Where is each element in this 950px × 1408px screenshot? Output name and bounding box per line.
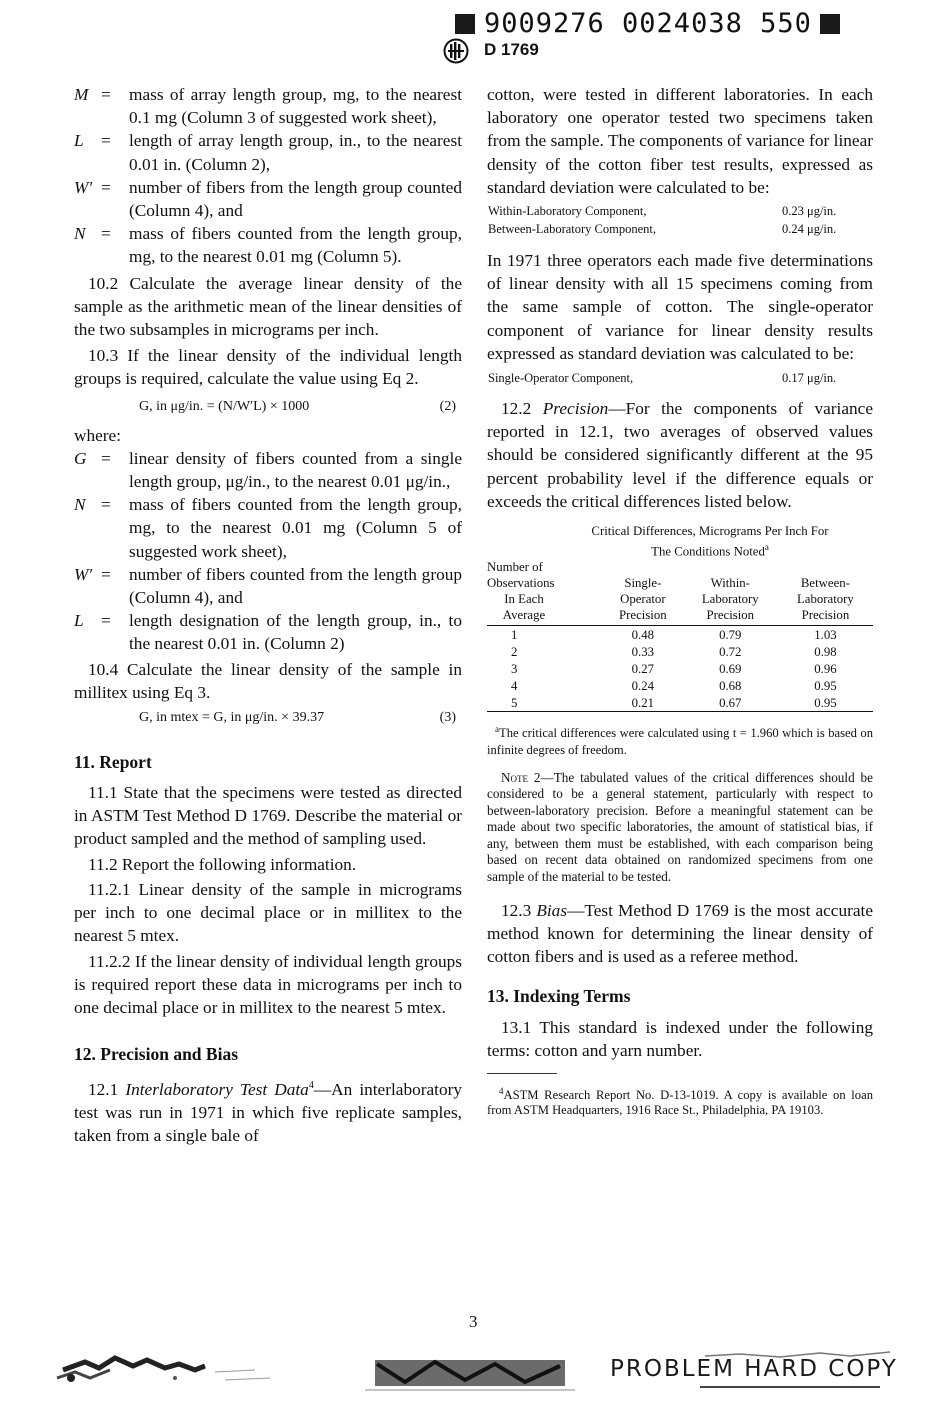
def-text: mass of fibers counted from the length group, mg, to the nearest 0.01 mg (Column 5 of suggested work sheet), bbox=[129, 495, 462, 561]
definition-W2: W′ = number of fibers counted from the length group (Column 4), and bbox=[74, 563, 462, 609]
cell-within-lab: 0.72 bbox=[719, 644, 742, 659]
section-12-heading: 12. Precision and Bias bbox=[74, 1044, 239, 1065]
equation-2 bbox=[74, 396, 462, 418]
definition-G: G = linear density of fibers counted from a single length group, μg/in., to the nearest 0.01 μg/in., bbox=[74, 447, 462, 493]
cell-observations: 1 bbox=[511, 627, 518, 642]
table-row bbox=[487, 677, 873, 694]
header-line: Single- bbox=[624, 576, 662, 591]
cell-observations: 4 bbox=[511, 678, 518, 693]
component-label: Between-Laboratory Component, bbox=[488, 222, 657, 237]
stamp-underline bbox=[700, 1386, 880, 1388]
def-text: number of fibers counted from the length group (Column 4), and bbox=[129, 564, 462, 608]
cell-observations: 5 bbox=[511, 695, 518, 710]
def-text: length of array length group, in., to the nearest 0.01 in. (Column 2), bbox=[129, 131, 462, 174]
component-value: 0.23 μg/in. bbox=[782, 204, 837, 219]
definition-N: N = mass of fibers counted from the length group, mg, to the nearest 0.01 mg (Column 5). bbox=[74, 222, 462, 268]
note-2 bbox=[487, 770, 873, 886]
footnote-divider bbox=[487, 1073, 557, 1074]
paragraph-number: 12.1 bbox=[88, 1079, 119, 1099]
def-text: number of fibers from the length group counted (Column 4), and bbox=[129, 177, 462, 221]
designation: D 1769 bbox=[484, 40, 539, 59]
footnote-mark: a bbox=[495, 724, 499, 735]
header-line: Number of bbox=[487, 560, 543, 575]
scan-noise-left-icon bbox=[55, 1348, 275, 1388]
cell-observations: 3 bbox=[511, 661, 518, 676]
component-label: Single-Operator Component, bbox=[488, 371, 634, 386]
cell-single-operator: 0.33 bbox=[631, 644, 655, 659]
critical-differences-caption bbox=[487, 523, 873, 559]
paragraph-1971: In 1971 three operators each made five determinations of linear density with all 15 specimens coming from the same sample of cotton. The single-operator component of variance for linear density results expressed as standard deviation was calculated to be: bbox=[487, 251, 873, 363]
header-line: Laboratory bbox=[701, 592, 759, 607]
header-between-laboratory bbox=[778, 559, 873, 626]
def-symbol: G bbox=[74, 448, 87, 468]
paragraph-13-1: 13.1 This standard is indexed under the following terms: cotton and yarn number. bbox=[487, 1018, 873, 1061]
cell-within-lab: 0.67 bbox=[719, 695, 742, 710]
definition-W: W′ = number of fibers from the length group counted (Column 4), and bbox=[74, 176, 462, 222]
table-row bbox=[487, 694, 873, 712]
header-line: Operator bbox=[620, 592, 666, 607]
def-symbol: N bbox=[74, 224, 86, 244]
paragraph-12-3 bbox=[487, 899, 873, 969]
def-text: length designation of the length group, in., to the nearest 0.01 in. (Column 2) bbox=[129, 611, 462, 654]
cell-single-operator: 0.27 bbox=[631, 661, 655, 676]
definition-N2: N = mass of fibers counted from the length group, mg, to the nearest 0.01 mg (Column 5 of suggested work sheet), bbox=[74, 493, 462, 563]
cell-single-operator: 0.48 bbox=[631, 627, 655, 642]
header-bar-left bbox=[455, 14, 475, 34]
cell-between-lab: 0.95 bbox=[814, 678, 837, 693]
cell-between-lab: 1.03 bbox=[814, 627, 837, 642]
header-within-laboratory bbox=[683, 559, 778, 626]
footnote-ref: 4 bbox=[308, 1080, 314, 1092]
definition-M: M = mass of array length group, mg, to the nearest 0.1 mg (Column 3 of suggested work sheet), bbox=[74, 83, 462, 129]
equation-number: (2) bbox=[439, 398, 456, 414]
scan-noise-left bbox=[55, 1348, 275, 1388]
paragraph-12-1-continued: cotton, were tested in different laboratories. In each laboratory one operator tested two specimens taken from the sample. The components of variance for linear density of the cotton fiber test results, expressed as standard deviation were calculated to be: bbox=[487, 85, 873, 197]
paragraph-10-3: 10.3 If the linear density of the individual length groups is required, calculate the value using Eq 2. bbox=[74, 346, 462, 389]
component-row bbox=[487, 369, 873, 387]
cell-between-lab: 0.98 bbox=[814, 644, 837, 659]
cell-single-operator: 0.21 bbox=[631, 695, 655, 710]
page-number: 3 bbox=[469, 1312, 478, 1331]
def-symbol: M bbox=[74, 85, 89, 104]
components-table-1 bbox=[487, 202, 873, 238]
header-line: Precision bbox=[619, 608, 667, 623]
footnote-text: The critical differences were calculated using t = 1.960 which is based on infinite degrees of freedom. bbox=[487, 726, 873, 757]
paragraph-12-1 bbox=[74, 1074, 462, 1147]
paragraph-number: 12.2 bbox=[501, 399, 532, 419]
footnote-text: ASTM Research Report No. D-13-1019. A copy is available on loan from ASTM Headquarters, 1916 Race St., Philadelphia, PA 19103. bbox=[487, 1087, 873, 1118]
cell-within-lab: 0.69 bbox=[719, 661, 742, 676]
problem-hard-copy-stamp: PROBLEM HARD COPY bbox=[610, 1356, 898, 1382]
paragraph-text: —An interlaboratory test was run in 1971 in which five replicate samples, taken from a single bale of bbox=[74, 1079, 462, 1146]
paragraph-10-2: 10.2 Calculate the average linear density of the sample as the arithmetic mean of the linear densities of the two subsamples in micrograms per inch. bbox=[74, 273, 462, 340]
paragraph-number: 12.3 bbox=[501, 900, 532, 920]
table-header-row bbox=[487, 559, 873, 626]
component-row bbox=[487, 202, 873, 220]
def-symbol: L bbox=[74, 131, 84, 151]
left-column bbox=[74, 83, 462, 1147]
section-13-heading: 13. Indexing Terms bbox=[487, 986, 631, 1007]
table-footnote bbox=[487, 721, 873, 757]
astm-logo-icon bbox=[443, 38, 469, 64]
header-line: Precision bbox=[706, 608, 755, 623]
header-observations bbox=[487, 559, 603, 626]
paragraph-title: Interlaboratory Test Data bbox=[125, 1079, 309, 1099]
header-line: Precision bbox=[801, 608, 850, 623]
def-text: mass of array length group, mg, to the nearest 0.1 mg (Column 3 of suggested work sheet), bbox=[129, 85, 462, 128]
astm-logo bbox=[443, 38, 469, 64]
cell-between-lab: 0.96 bbox=[814, 661, 837, 676]
equation-3 bbox=[74, 707, 462, 729]
paragraph-11-2: 11.2 Report the following information. bbox=[88, 854, 357, 874]
caption-line-2 bbox=[547, 539, 873, 559]
header-line: Laboratory bbox=[796, 592, 854, 607]
paragraph-title: Precision bbox=[542, 399, 609, 419]
note-text: —The tabulated values of the critical differences should be considered to be a general statement, particularly with respect to between-laboratory precision. Before a meaningful statement can be made about two specific laboratories, the amount of statistical bias, if any, between them must be established, with each comparison being based on recent data obtained on randomized specimens from one sample of the material to be tested. bbox=[487, 769, 873, 885]
paragraph-11-2-1: 11.2.1 Linear density of the sample in micrograms per inch to one decimal place or in millitex to the nearest 5 mtex. bbox=[74, 879, 462, 946]
header-line: Observations bbox=[487, 576, 555, 591]
paragraph-title: Bias bbox=[536, 900, 568, 920]
table-row bbox=[487, 643, 873, 660]
paragraph-text: —Test Method D 1769 is the most accurate method known for determining the linear density of cotton fibers and is used as a referee method. bbox=[487, 900, 873, 967]
equation-expression: G, in μg/in. = (N/W′L) × 1000 bbox=[139, 398, 310, 414]
right-column bbox=[487, 83, 873, 1119]
header-line: Between- bbox=[800, 576, 850, 591]
header-line: Average bbox=[502, 608, 546, 623]
definitions-top bbox=[74, 83, 462, 269]
definitions-eq2 bbox=[74, 447, 462, 656]
scan-noise-center bbox=[365, 1352, 575, 1392]
cell-between-lab: 0.95 bbox=[814, 695, 837, 710]
equation-number: (3) bbox=[439, 710, 456, 726]
critical-differences-table bbox=[487, 559, 873, 712]
note-label: Note 2 bbox=[501, 769, 541, 785]
cell-within-lab: 0.79 bbox=[719, 627, 742, 642]
def-symbol: W′ bbox=[74, 564, 93, 584]
def-text: linear density of fibers counted from a single length group, μg/in., to the nearest 0.01 μg/in., bbox=[129, 448, 462, 492]
paragraph-11-1: 11.1 State that the specimens were tested as directed in ASTM Test Method D 1769. Describe the material or product sampled and the method of sampling used. bbox=[74, 783, 462, 849]
table-row bbox=[487, 626, 873, 644]
header-bar-right bbox=[820, 14, 840, 34]
paragraph-12-2 bbox=[487, 397, 873, 513]
header-single-operator bbox=[603, 559, 683, 626]
caption-text: The Conditions Noted bbox=[651, 544, 765, 559]
components-table-2 bbox=[487, 369, 873, 387]
definition-L: L = length of array length group, in., to the nearest 0.01 in. (Column 2), bbox=[74, 129, 462, 175]
component-row bbox=[487, 220, 873, 238]
component-value: 0.24 μg/in. bbox=[782, 222, 837, 237]
scan-noise-center-icon bbox=[365, 1352, 575, 1392]
paragraph-text: —For the components of variance reported in 12.1, two averages of observed values should be considered significantly different at the 95 percent probability level if the difference equals or exceeds the critical differences listed below. bbox=[487, 399, 873, 511]
def-symbol: N bbox=[74, 495, 86, 515]
where-label: where: bbox=[74, 425, 122, 445]
paragraph-10-4: 10.4 Calculate the linear density of the sample in millitex using Eq 3. bbox=[74, 659, 462, 702]
definition-L2: L = length designation of the length group, in., to the nearest 0.01 in. (Column 2) bbox=[74, 609, 462, 655]
cell-single-operator: 0.24 bbox=[631, 678, 655, 693]
def-symbol: L bbox=[74, 611, 84, 631]
header-line: In Each bbox=[504, 592, 544, 607]
component-label: Within-Laboratory Component, bbox=[488, 204, 647, 219]
cell-observations: 2 bbox=[511, 644, 518, 659]
paragraph-11-2-2: 11.2.2 If the linear density of individual length groups is required report these data in micrograms per inch to one decimal place or in millitex to the nearest 5 mtex. bbox=[74, 951, 462, 1017]
equation-expression: G, in mtex = G, in μg/in. × 39.37 bbox=[139, 710, 325, 726]
component-value: 0.17 μg/in. bbox=[782, 371, 837, 386]
def-symbol: W′ bbox=[74, 177, 93, 197]
footnote-mark: 4 bbox=[499, 1085, 504, 1096]
caption-footnote-ref: a bbox=[764, 542, 769, 553]
cell-within-lab: 0.68 bbox=[719, 678, 742, 693]
header-line: Within- bbox=[710, 576, 750, 591]
table-row bbox=[487, 660, 873, 677]
def-text: mass of fibers counted from the length group, mg, to the nearest 0.01 mg (Column 5). bbox=[129, 224, 462, 267]
caption-line-1: Critical Differences, Micrograms Per Inch For bbox=[591, 524, 829, 539]
barcode-number: 9009276 0024038 550 bbox=[484, 8, 812, 39]
section-11-heading: 11. Report bbox=[74, 752, 152, 773]
footnote-4 bbox=[487, 1084, 873, 1119]
